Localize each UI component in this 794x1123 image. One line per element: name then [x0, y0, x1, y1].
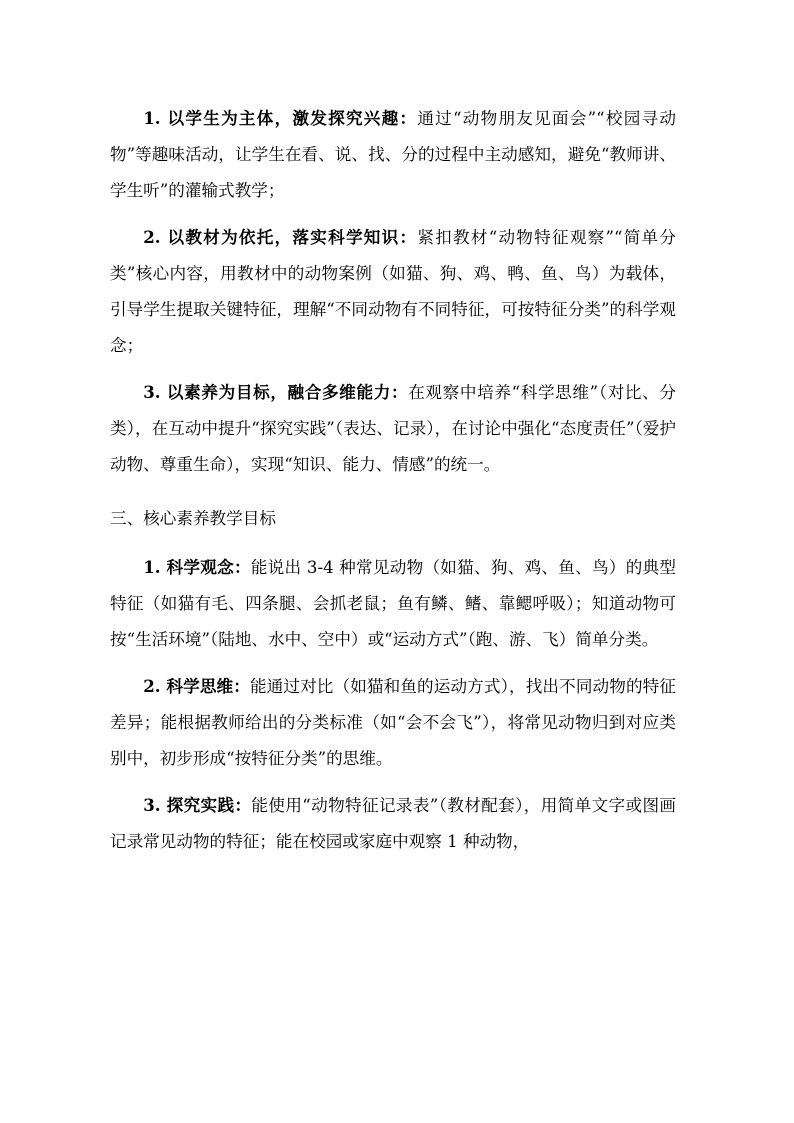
- principle-3-lead: 3. 以素养为目标，融合多维能力：: [143, 382, 409, 402]
- principle-paragraph-3: [110, 374, 676, 483]
- section-heading: 三、核心素养教学目标: [110, 509, 276, 528]
- document-page: [110, 100, 676, 870]
- objective-3-body: 能使用“动物特征记录表”（教材配套），用简单文字或图画记录常见动物的特征；能在校园或家庭中观察 1 种动物，: [110, 796, 676, 851]
- objective-paragraph-1: [110, 549, 676, 658]
- principle-2-lead: 2. 以教材为依托，落实科学知识：: [143, 227, 418, 247]
- objective-3-lead: 3. 探究实践：: [143, 795, 252, 815]
- principle-1-lead: 1. 以学生为主体，激发探究兴趣：: [143, 108, 418, 128]
- objective-1-lead: 1. 科学观念：: [143, 557, 251, 577]
- principle-paragraph-2: [110, 219, 676, 364]
- principle-3-body: 在观察中培养“科学思维”（对比、分类），在互动中提升“探究实践”（表达、记录），在讨论中强化“态度责任”（爱护动物、尊重生命），实现“知识、能力、情感”的统一。: [110, 383, 676, 474]
- objective-1-body: 能说出 3-4 种常见动物（如猫、狗、鸡、鱼、鸟）的典型特征（如猫有毛、四条腿、会抓老鼠；鱼有鳞、鳍、靠鳃呼吸）；知道动物可按“生活环境”（陆地、水中、空中）或“运动方式”（跑、游、飞）简单分类。: [110, 558, 676, 649]
- objective-paragraph-2: [110, 668, 676, 777]
- objective-2-lead: 2. 科学思维：: [143, 676, 250, 696]
- objective-2-body: 能通过对比（如猫和鱼的运动方式），找出不同动物的特征差异；能根据教师给出的分类标准（如“会不会飞”），将常见动物归到对应类别中，初步形成“按特征分类”的思维。: [110, 677, 676, 768]
- principle-2-body: 紧扣教材“动物特征观察”“简单分类”核心内容，用教材中的动物案例（如猫、狗、鸡、鸭、鱼、鸟）为载体，引导学生提取关键特征，理解“不同动物有不同特征，可按特征分类”的科学观念；: [110, 228, 676, 355]
- objective-paragraph-3: [110, 787, 676, 860]
- principle-paragraph-1: [110, 100, 676, 209]
- principle-1-body: 通过“动物朋友见面会”“校园寻动物”等趣味活动，让学生在看、说、找、分的过程中主动感知，避免“教师讲、学生听”的灌输式教学；: [110, 109, 676, 200]
